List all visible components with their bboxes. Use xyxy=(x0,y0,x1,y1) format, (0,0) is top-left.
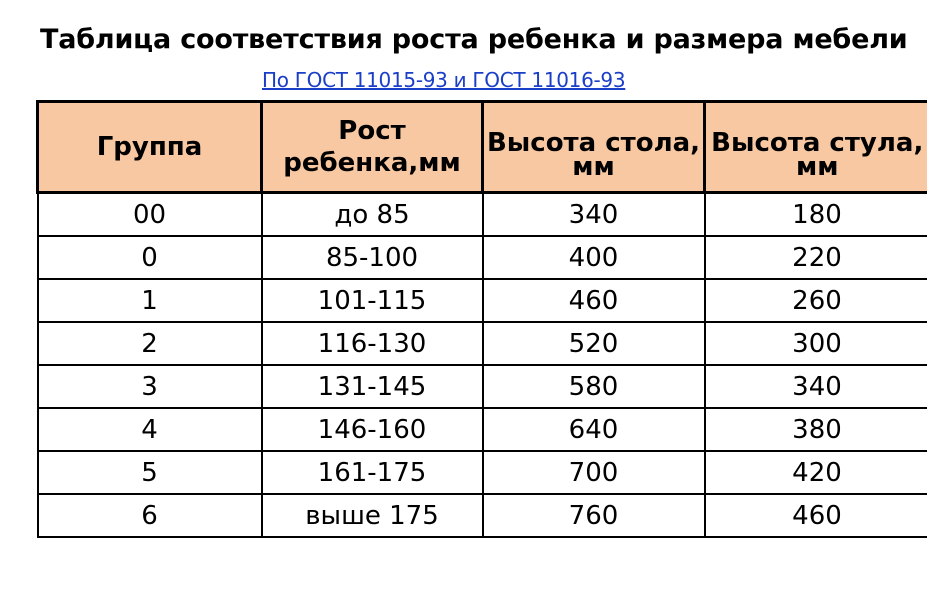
column-header-height: Рост ребенка,мм xyxy=(262,102,483,193)
cell-child-height: выше 175 xyxy=(262,494,483,537)
cell-child-height: до 85 xyxy=(262,193,483,237)
cell-child-height: 146-160 xyxy=(262,408,483,451)
page-title: Таблица соответствия роста ребенка и размера мебели xyxy=(40,24,908,55)
cell-group: 2 xyxy=(38,322,262,365)
cell-chair-height: 220 xyxy=(705,236,927,279)
column-header-chair-height: Высота стула, мм xyxy=(705,102,927,193)
cell-chair-height: 300 xyxy=(705,322,927,365)
table-header-row xyxy=(38,102,927,193)
cell-child-height: 116-130 xyxy=(262,322,483,365)
cell-chair-height: 260 xyxy=(705,279,927,322)
cell-table-height: 760 xyxy=(483,494,705,537)
cell-child-height: 85-100 xyxy=(262,236,483,279)
cell-group: 0 xyxy=(38,236,262,279)
column-header-table-height: Высота стола, мм xyxy=(483,102,705,193)
cell-group: 4 xyxy=(38,408,262,451)
table-row xyxy=(38,322,927,365)
cell-chair-height: 420 xyxy=(705,451,927,494)
column-header-group: Группа xyxy=(38,102,262,193)
cell-chair-height: 460 xyxy=(705,494,927,537)
cell-chair-height: 380 xyxy=(705,408,927,451)
cell-table-height: 520 xyxy=(483,322,705,365)
cell-child-height: 101-115 xyxy=(262,279,483,322)
cell-child-height: 131-145 xyxy=(262,365,483,408)
cell-chair-height: 340 xyxy=(705,365,927,408)
furniture-size-table xyxy=(36,100,927,538)
cell-child-height: 161-175 xyxy=(262,451,483,494)
table-row xyxy=(38,193,927,237)
table-row xyxy=(38,279,927,322)
cell-table-height: 340 xyxy=(483,193,705,237)
cell-chair-height: 180 xyxy=(705,193,927,237)
cell-group: 3 xyxy=(38,365,262,408)
cell-group: 00 xyxy=(38,193,262,237)
cell-group: 6 xyxy=(38,494,262,537)
table-row xyxy=(38,451,927,494)
cell-table-height: 460 xyxy=(483,279,705,322)
cell-table-height: 700 xyxy=(483,451,705,494)
table-row xyxy=(38,408,927,451)
cell-table-height: 580 xyxy=(483,365,705,408)
cell-table-height: 400 xyxy=(483,236,705,279)
gost-standard-link[interactable]: По ГОСТ 11015-93 и ГОСТ 11016-93 xyxy=(262,68,626,92)
cell-group: 5 xyxy=(38,451,262,494)
cell-group: 1 xyxy=(38,279,262,322)
table-row xyxy=(38,494,927,537)
table-row xyxy=(38,236,927,279)
table-row xyxy=(38,365,927,408)
cell-table-height: 640 xyxy=(483,408,705,451)
